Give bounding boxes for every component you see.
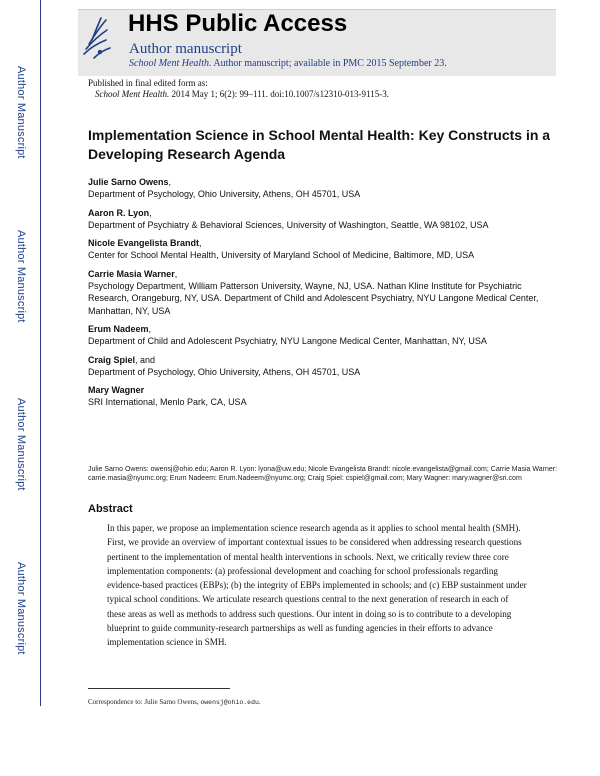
author-manuscript-label: Author manuscript xyxy=(129,41,242,57)
side-label-author-manuscript: Author Manuscript xyxy=(15,398,27,491)
author-name: Aaron R. Lyon xyxy=(88,207,150,218)
author-entry xyxy=(88,323,558,348)
margin-rule xyxy=(40,0,41,706)
author-entry xyxy=(88,354,558,379)
journal-name: School Ment Health. xyxy=(129,58,212,69)
side-label-author-manuscript: Author Manuscript xyxy=(15,230,27,323)
side-label-author-manuscript: Author Manuscript xyxy=(15,66,27,159)
abstract-heading: Abstract xyxy=(88,503,133,515)
author-entry xyxy=(88,384,558,409)
author-emails: Julie Sarno Owens: owensj@ohio.edu; Aaron R. Lyon: lyona@uw.edu; Nicole Evangelista Brandt: nicole.evangelista@gmail.com; Carrie Masia Warner: carrie.masia@nyumc.org; Erum Nadeem: Erum.Nadeem@nyumc.org; Craig Spiel: cspiel@gmail.com; Mary Wagner: mary.wagner@sri.com xyxy=(88,466,558,483)
abstract-body: In this paper, we propose an implementation science research agenda as it applies to school mental health (SMH). First, we provide an overview of important contextual issues to be considered when addressing research questions pertinent to the implementation of mental health interventions in schools. Next, we critically review three core implementation components: (a) professional development and coaching for school professionals regarding evidence-based practices (EBPs); (b) the integrity of EBPs implemented in schools; and (c) EBP sustainment under typical school conditions. We articulate research questions central to the next generation of research in each of these areas as well as methods to address such questions. Our intent in doing so is to contribute to a developing blueprint to guide community-research partnerships as well as funding agencies in their efforts to advance implementation science in SMH. xyxy=(107,523,527,648)
hhs-public-access-title: HHS Public Access xyxy=(128,10,348,37)
footnote-email-link[interactable]: owensj@ohio.edu xyxy=(200,699,259,706)
side-label-author-manuscript: Author Manuscript xyxy=(15,562,27,655)
author-suffix: , xyxy=(148,324,152,334)
published-label: Published in final edited form as: xyxy=(88,78,208,88)
author-name: Carrie Masia Warner xyxy=(88,268,175,279)
author-name: Erum Nadeem xyxy=(88,324,149,334)
article-title: Implementation Science in School Mental Health: Key Constructs in a Developing Research Agenda xyxy=(88,127,551,162)
author-affiliation: SRI International, Menlo Park, CA, USA xyxy=(88,397,247,407)
hhs-eagle-logo-icon xyxy=(80,14,112,62)
author-name: Mary Wagner xyxy=(88,385,145,395)
author-suffix: , and xyxy=(135,354,156,365)
footnote-label: Correspondence to: Julie Sarno Owens, xyxy=(88,698,201,706)
author-affiliation: Psychology Department, William Patterson University, Wayne, NJ, USA. Nathan Kline Institute for Psychiatric Research, Orangeburg, NY, USA. Department of Child and Adolescent Psychiatry, NYU Langone Medical Center, Manhattan, NY, USA xyxy=(88,280,539,316)
left-margin xyxy=(0,0,40,776)
author-name: Julie Sarno Owens xyxy=(88,177,169,187)
author-entry xyxy=(88,176,558,201)
availability-text: Author manuscript; available in PMC 2015 September 23. xyxy=(211,58,447,69)
author-entry xyxy=(88,268,558,318)
citation-journal: School Ment Health. xyxy=(95,89,170,99)
author-name: Nicole Evangelista Brandt xyxy=(88,238,200,248)
author-affiliation: Center for School Mental Health, University of Maryland School of Medicine, Baltimore, MD, USA xyxy=(88,250,475,260)
author-affiliation: Department of Psychiatry & Behavioral Sciences, University of Washington, Seattle, WA 98102, USA xyxy=(88,219,489,230)
author-suffix: , xyxy=(168,177,172,187)
author-affiliation: Department of Child and Adolescent Psychiatry, NYU Langone Medical Center, Manhattan, NY, USA xyxy=(88,336,487,346)
author-suffix: , xyxy=(149,207,152,218)
citation-details: 2014 May 1; 6(2): 99–111. doi:10.1007/s12310-013-9115-3. xyxy=(169,89,389,99)
author-suffix: , xyxy=(174,268,178,279)
citation-line xyxy=(95,89,389,99)
author-entry xyxy=(88,207,558,232)
author-list xyxy=(88,176,558,415)
journal-availability-line xyxy=(129,58,447,69)
author-name: Craig Spiel xyxy=(88,354,136,365)
author-affiliation: Department of Psychology, Ohio University, Athens, OH 45701, USA xyxy=(88,189,361,199)
author-entry xyxy=(88,237,558,262)
author-suffix: , xyxy=(199,238,202,248)
footnote-rule xyxy=(88,688,230,689)
correspondence-footnote xyxy=(88,698,261,706)
author-affiliation: Department of Psychology, Ohio University, Athens, OH 45701, USA xyxy=(88,366,361,377)
footnote-end: . xyxy=(258,698,261,706)
